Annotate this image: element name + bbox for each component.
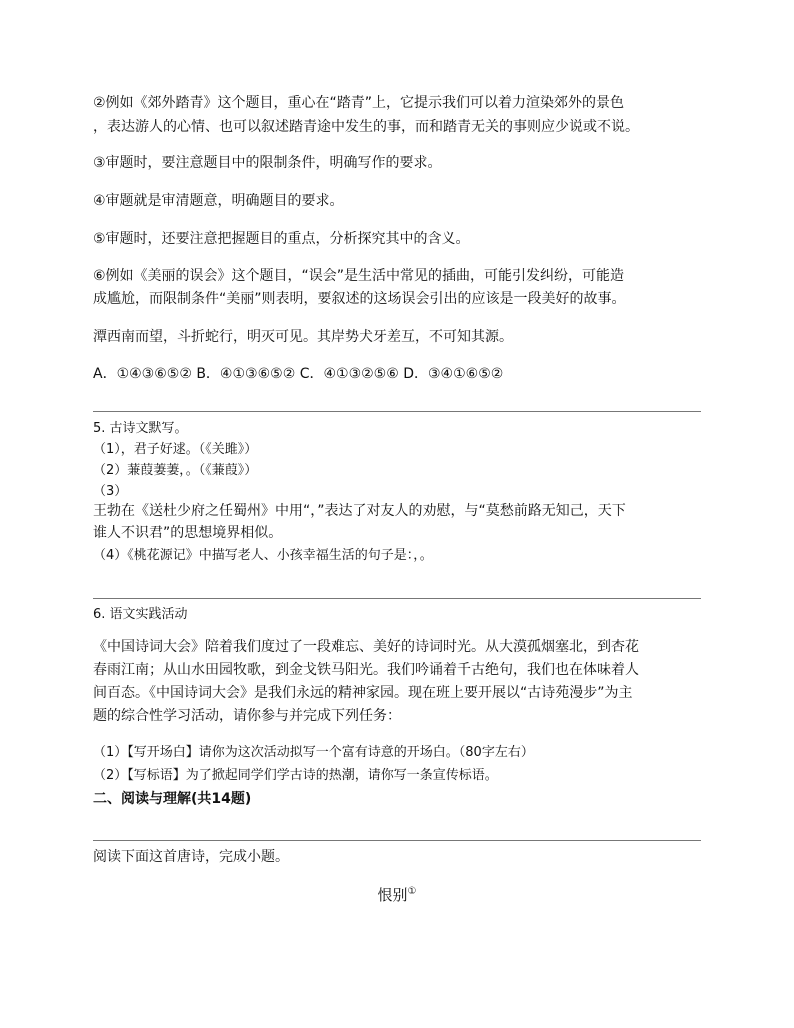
item5-text: ⑤审题时，还要注意把握题目的重点，分析探究其中的含义。 [93,231,470,247]
q5-sub3-line1: 王勃在《送杜少府之任蜀州》中用“，”表达了对友人的劝慰，与“莫愁前路无知己，天下 [93,503,626,519]
divider-1 [93,411,701,412]
q6-line3: 间百态。《中国诗词大会》是我们永远的精神家园。现在班上要开展以“古诗苑漫步”为主 [93,685,633,701]
q5-sub1: （1），君子好逑。（《关雎》） [93,442,258,457]
item2-line2: ，表达游人的心情、也可以叙述踏青途中发生的事，而和踏青无关的事则应少说或不说。 [93,119,639,135]
divider-2 [93,598,701,599]
q5-sub3-line2: 谁人不识君”的思想境界相似。 [93,525,283,541]
q6-heading: 6. 语文实践活动 [93,607,188,622]
poem-title [0,884,794,906]
q5-sub4: （4）《桃花源记》中描写老人、小孩幸福生活的句子是：，。 [93,548,433,563]
item6-line1: ⑥例如《美丽的误会》这个题目，“误会”是生活中常见的插曲，可能引发纠纷，可能造 [93,268,625,284]
q6-task2: （2）【写标语】为了掀起同学们学古诗的热潮，请你写一条宣传标语。 [93,768,498,783]
q6-line4: 题的综合性学习活动，请你参与并完成下列任务： [93,708,401,724]
extra-classical-line: 潭西南而望，斗折蛇行，明灭可见。其岸势犬牙差互，不可知其源。 [93,329,513,345]
item2-line1: ②例如《郊外踏青》这个题目，重心在“踏青”上，它提示我们可以着力渲染郊外的景色 [93,95,625,111]
divider-3 [93,840,701,841]
q6-line1: 《中国诗词大会》陪着我们度过了一段难忘、美好的诗词时光。从大漠孤烟塞北，到杏花 [93,639,639,655]
item4-text: ④审题就是审清题意，明确题目的要求。 [93,193,344,209]
q5-sub2: （2）蒹葭萋萋，。（《蒹葭》） [93,463,258,478]
poem-footnote-marker: ① [407,886,417,897]
q5-sub3-label: （3） [93,484,128,499]
answer-options: A．①④③⑥⑤② B．④①③⑥⑤② C．④①③②⑤⑥ D．③④①⑥⑤② [93,366,504,382]
reading-intro: 阅读下面这首唐诗，完成小题。 [93,849,289,865]
item3-text: ③审题时，要注意题目中的限制条件，明确写作的要求。 [93,155,442,171]
item6-line2: 成尴尬，而限制条件“美丽”则表明，要叙述的这场误会引出的应该是一段美好的故事。 [93,291,626,307]
q6-line2: 春雨江南；从山水田园牧歌，到金戈铁马阳光。我们吟诵着千古绝句，我们也在体味着人 [93,662,639,678]
section2-heading: 二、阅读与理解(共14题) [93,791,252,807]
poem-title-text: 恨别 [377,886,408,904]
q5-heading: 5. 古诗文默写。 [93,421,188,436]
q6-task1: （1）【写开场白】请你为这次活动拟写一个富有诗意的开场白。（80字左右） [93,745,534,760]
